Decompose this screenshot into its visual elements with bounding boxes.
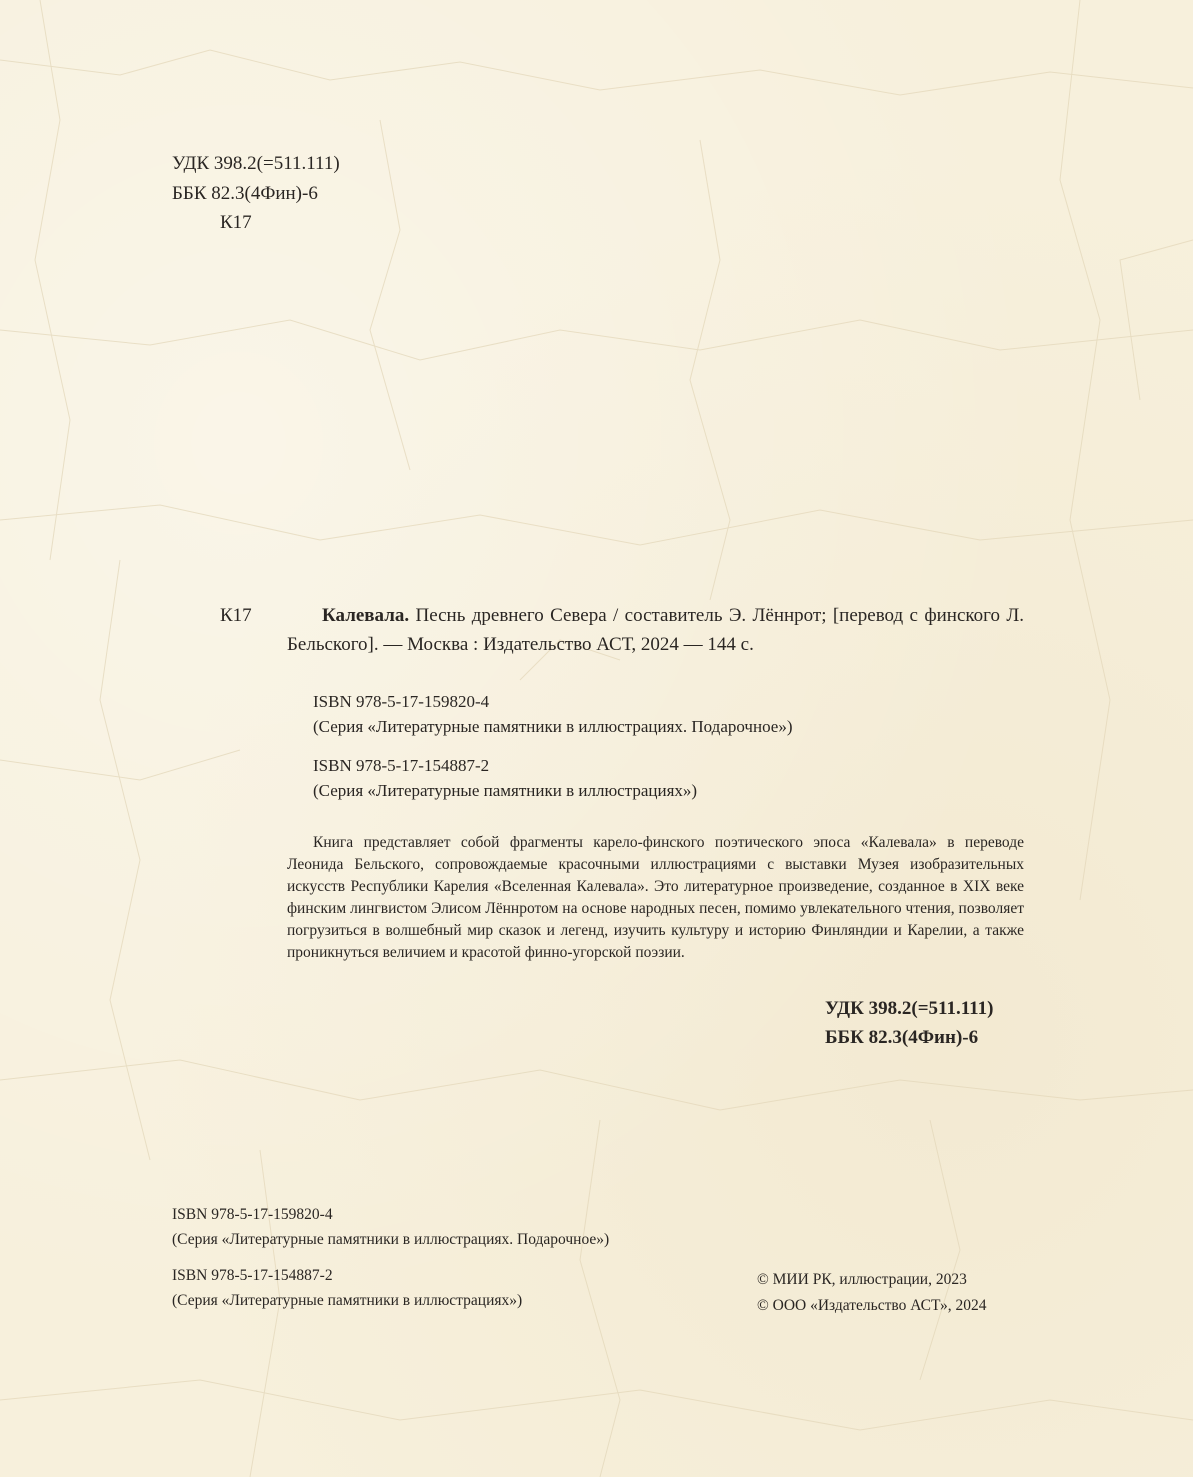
udk-code-top: УДК 398.2(=511.111)	[172, 153, 340, 174]
footer-isbn-2: ISBN 978-5-17-154887-2	[172, 1267, 333, 1284]
isbn-1: ISBN 978-5-17-159820-4	[313, 692, 490, 711]
footer-isbn-1: ISBN 978-5-17-159820-4	[172, 1206, 333, 1223]
author-sign-top: К17	[220, 212, 252, 233]
bibliographic-description: Песнь древнего Севера / составитель Э. Лённрот; [перевод с финского Л. Бельского]. — Москва : Издательство АСТ, 2024 — 144 с.	[287, 605, 1024, 655]
book-title: Калевала.	[322, 605, 410, 626]
book-annotation: Книга представляет собой фрагменты карело-финского поэтического эпоса «Калевала» в переводе Леонида Бельского, сопровождаемые красочными иллюстрациями с выставки Музея изобразительных искусств Республики Карелия «Вселенная Калевала». Это литературное произведение, созданное в XIX веке финским лингвистом Элисом Лённротом на основе народных песен, помимо увлекательного чтения, позволяет погрузиться в волшебный мир сказок и легенд, изучить культуру и историю Финляндии и Карелии, а также проникнуться величием и красотой финно-угорской поэзии.	[287, 834, 1024, 961]
footer-series-2: (Серия «Литературные памятники в иллюстрациях»)	[172, 1292, 523, 1309]
copyright-illustrations: © МИИ РК, иллюстрации, 2023	[757, 1271, 967, 1288]
bbk-code-bottom: ББК 82.3(4Фин)-6	[825, 1027, 979, 1048]
author-sign-entry: К17	[220, 605, 252, 626]
bbk-code-top: ББК 82.3(4Фин)-6	[172, 183, 318, 204]
series-1: (Серия «Литературные памятники в иллюстрациях. Подарочное»)	[313, 717, 793, 736]
isbn-2: ISBN 978-5-17-154887-2	[313, 756, 490, 775]
copyright-publisher: © ООО «Издательство АСТ», 2024	[757, 1297, 987, 1314]
bibliographic-entry	[287, 601, 1024, 659]
footer-series-1: (Серия «Литературные памятники в иллюстрациях. Подарочное»)	[172, 1231, 610, 1248]
series-2: (Серия «Литературные памятники в иллюстрациях»)	[313, 781, 698, 800]
udk-code-bottom: УДК 398.2(=511.111)	[825, 998, 994, 1019]
